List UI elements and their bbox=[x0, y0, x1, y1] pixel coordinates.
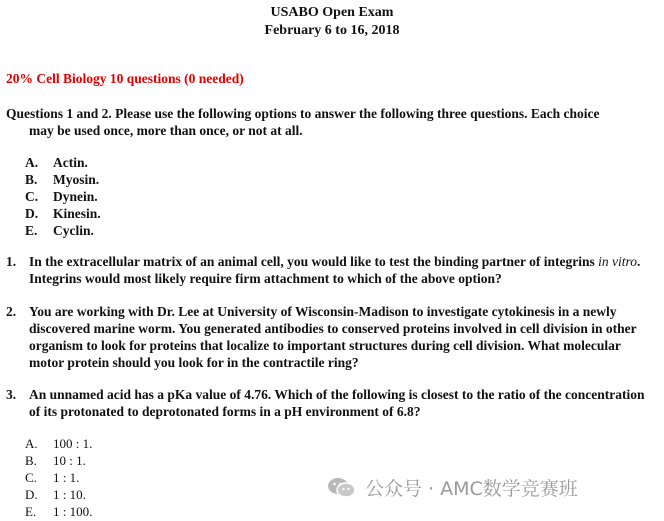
option-text: 10 : 1. bbox=[53, 453, 86, 468]
question-number: 2. bbox=[6, 304, 17, 319]
intro-line-2: may be used once, more than once, or not at all. bbox=[29, 123, 303, 138]
section-heading: 20% Cell Biology 10 questions (0 needed) bbox=[6, 71, 244, 86]
option-text: 1 : 1. bbox=[53, 470, 80, 485]
option-item bbox=[25, 469, 92, 486]
option-text: Myosin. bbox=[53, 172, 100, 187]
option-item bbox=[25, 503, 92, 520]
question-text-part: In the extracellular matrix of an animal cell, you would like to test the binding partner of integrins bbox=[29, 254, 599, 269]
option-text: Dynein. bbox=[53, 189, 98, 204]
option-letter: B. bbox=[25, 172, 38, 187]
option-letter: E. bbox=[25, 504, 37, 519]
option-text: Kinesin. bbox=[53, 206, 101, 221]
option-item bbox=[25, 452, 92, 469]
intro-line-1: Questions 1 and 2. Please use the following options to answer the following three questions. Each choice bbox=[6, 106, 600, 121]
question-1 bbox=[6, 253, 654, 287]
option-letter: E. bbox=[25, 223, 38, 238]
option-text: 1 : 10. bbox=[53, 487, 86, 502]
option-item bbox=[25, 154, 101, 171]
option-item bbox=[25, 486, 92, 503]
watermark-text: 公众号 · AMC数学竞赛班 bbox=[365, 478, 578, 500]
option-item bbox=[25, 171, 101, 188]
question-text: You are working with Dr. Lee at University of Wisconsin-Madison to investigate cytokinesis in a newly discovered marine worm. You generated antibodies to conserved proteins involved in cell division in other organism to look for proteins that localize to important structures during cell division. What molecular motor protein should you look for in the contractile ring? bbox=[29, 304, 637, 370]
exam-header bbox=[0, 4, 664, 40]
option-item bbox=[25, 435, 92, 452]
option-letter: C. bbox=[25, 189, 39, 204]
option-item bbox=[25, 205, 101, 222]
shared-option-list bbox=[25, 154, 101, 239]
option-letter: D. bbox=[25, 206, 39, 221]
question-number: 3. bbox=[6, 387, 17, 402]
question-text bbox=[29, 253, 654, 287]
option-letter: A. bbox=[25, 436, 38, 451]
option-letter: A. bbox=[25, 155, 39, 170]
exam-dates: February 6 to 16, 2018 bbox=[264, 23, 400, 38]
question-text: An unnamed acid has a pKa value of 4.76. Which of the following is closest to the ratio of the concentration of its protonated to deprotonated forms in a pH environment of 6.8? bbox=[29, 387, 645, 419]
option-text: Cyclin. bbox=[53, 223, 94, 238]
option-letter: D. bbox=[25, 487, 38, 502]
option-text: 100 : 1. bbox=[53, 436, 93, 451]
option-letter: C. bbox=[25, 470, 37, 485]
question-text-part: . Integrins would most likely require firm attachment to which of the above option? bbox=[29, 254, 641, 286]
option-text: Actin. bbox=[53, 155, 88, 170]
option-letter: B. bbox=[25, 453, 37, 468]
question-2 bbox=[6, 303, 654, 371]
questions-intro bbox=[6, 105, 658, 139]
watermark bbox=[327, 474, 578, 501]
option-item bbox=[25, 222, 101, 239]
wechat-icon bbox=[327, 476, 357, 500]
option-text: 1 : 100. bbox=[53, 504, 93, 519]
q3-option-list bbox=[25, 435, 92, 520]
exam-title: USABO Open Exam bbox=[270, 5, 394, 20]
question-text-italic: in vitro bbox=[598, 254, 637, 269]
option-item bbox=[25, 188, 101, 205]
question-3 bbox=[6, 386, 654, 420]
question-number: 1. bbox=[6, 254, 17, 269]
